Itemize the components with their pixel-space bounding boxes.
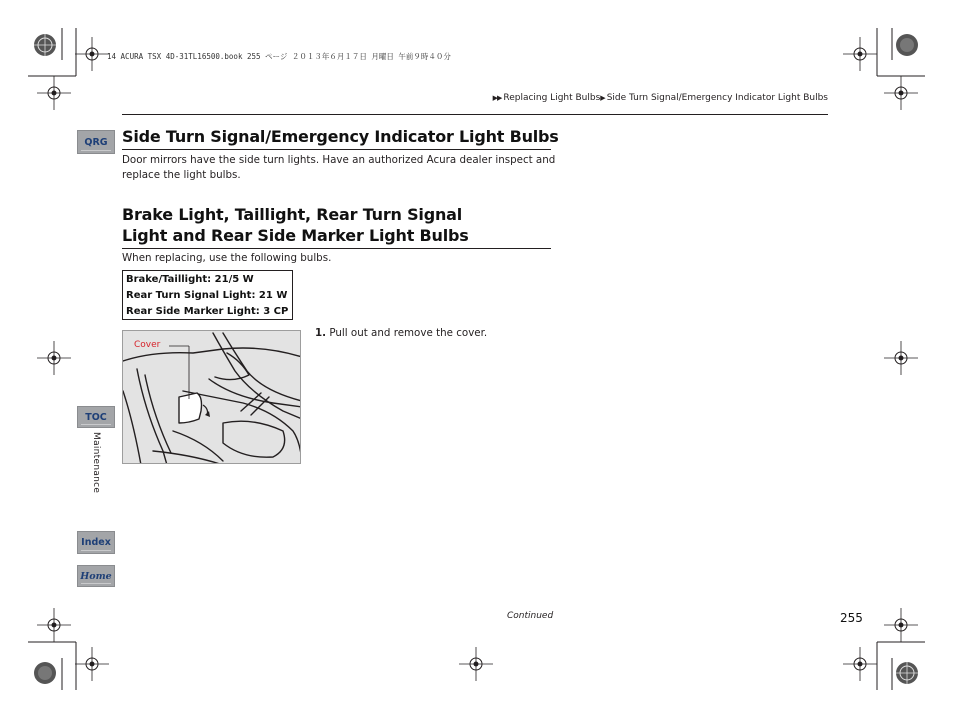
bulb-spec-row: Rear Side Marker Light: 3 CP bbox=[126, 306, 289, 317]
section-tab-maintenance: Maintenance bbox=[91, 432, 101, 494]
breadcrumb-item-side-turn-signal: Side Turn Signal/Emergency Indicator Light Bulbs bbox=[606, 93, 828, 103]
trunk-lining-drawing bbox=[123, 331, 301, 464]
section-heading-rule bbox=[122, 149, 551, 150]
section-heading-line: Brake Light, Taillight, Rear Turn Signal bbox=[122, 205, 463, 224]
section2-intro: When replacing, use the following bulbs. bbox=[122, 252, 332, 264]
toc-button-label: TOC bbox=[85, 411, 107, 423]
bulb-spec-row: Brake/Taillight: 21/5 W bbox=[126, 274, 254, 285]
callout-label-cover: Cover bbox=[134, 340, 161, 350]
index-button[interactable] bbox=[77, 531, 115, 554]
print-header: 14 ACURA TSX 4D-31TL16500.book 255 ページ ２０１３年６月１７日 月曜日 午前９時４０分 bbox=[107, 52, 451, 61]
home-button-label: Home bbox=[80, 570, 112, 582]
cover-removal-illustration bbox=[122, 330, 301, 464]
section-heading-rule bbox=[122, 248, 551, 249]
home-button[interactable] bbox=[77, 565, 115, 587]
bulb-spec-table bbox=[122, 270, 293, 320]
section1-body-line: replace the light bulbs. bbox=[122, 169, 241, 181]
index-button-label: Index bbox=[81, 537, 111, 548]
breadcrumb-item-replacing-light-bulbs[interactable]: Replacing Light Bulbs bbox=[503, 93, 601, 103]
qrg-button[interactable] bbox=[77, 130, 115, 154]
breadcrumb bbox=[493, 93, 828, 103]
section1-body bbox=[122, 153, 555, 183]
section1-body-line: Door mirrors have the side turn lights. Have an authorized Acura dealer inspect and bbox=[122, 154, 556, 166]
section-heading-brake-light bbox=[122, 204, 469, 246]
step-number: 1. bbox=[315, 327, 327, 339]
breadcrumb-arrow-icon: ▶▶ bbox=[492, 94, 502, 102]
bulb-spec-row: Rear Turn Signal Light: 21 W bbox=[126, 290, 288, 301]
step-text: Pull out and remove the cover. bbox=[329, 327, 488, 339]
header-rule bbox=[122, 114, 828, 115]
step-1 bbox=[315, 326, 487, 341]
toc-button[interactable] bbox=[77, 406, 115, 428]
section-heading-line: Light and Rear Side Marker Light Bulbs bbox=[122, 226, 469, 245]
section-heading-side-turn-signal: Side Turn Signal/Emergency Indicator Light Bulbs bbox=[122, 127, 559, 146]
continued-label: Continued bbox=[507, 611, 554, 621]
breadcrumb-arrow-icon: ▶ bbox=[600, 94, 605, 102]
qrg-button-label: QRG bbox=[84, 136, 108, 148]
page-number: 255 bbox=[840, 611, 863, 625]
